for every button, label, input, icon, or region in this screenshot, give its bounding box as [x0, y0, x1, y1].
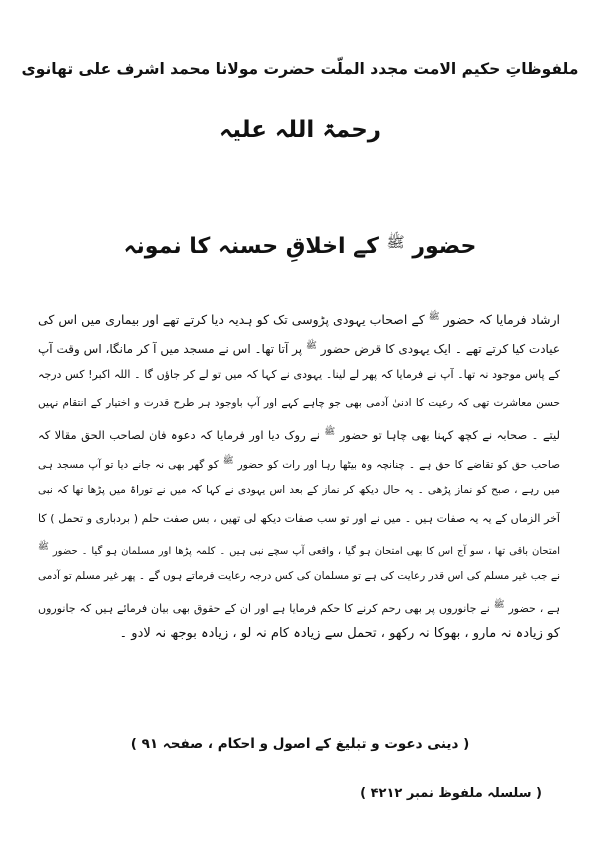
salawat-mark: ﷺ — [386, 233, 405, 251]
salawat-mark: ﷺ — [324, 427, 336, 438]
paragraph-line — [38, 418, 560, 447]
paragraph-line — [38, 533, 560, 562]
paragraph-line — [38, 562, 560, 591]
line-text: لیتے ۔ صحابہ نے کچھ کہنا بھی چاہا تو حضور — [339, 428, 560, 443]
line-text: کے پاس موجود نہ تھا۔ آپ نے فرمایا کہ پھر لے لینا۔ یہودی نے کہا کہ میں تو لے کر جاؤں گا ۔ اللہ اکبر! کس درجہ — [38, 367, 560, 381]
document-title-line-2: رحمۃ اللہ علیہ — [218, 117, 382, 143]
heading-text-end: کے اخلاقِ حسنہ کا نمونہ — [123, 234, 379, 259]
paragraph-line — [38, 303, 560, 332]
paragraph-line — [38, 447, 560, 476]
paragraph-line — [38, 389, 560, 418]
source-citation: ( دینی دعوت و تبلیغ کے اصول و احکام ، صفحہ ۹۱ ) — [130, 736, 470, 752]
line-text: ارشاد فرمایا کہ حضور — [443, 312, 560, 327]
line-text: ہے ، حضور — [508, 601, 560, 615]
line-text: کو زیادہ نہ مارو ، بھوکا نہ رکھو ، تحمل سے زیادہ کام نہ لو ، زیادہ بوجھ نہ لادو ۔ — [119, 625, 560, 641]
line-text: امتحان باقی تھا ، سو آج اس کا بھی امتحان ہو گیا ، واقعی آپ سچے نبی ہیں ۔ کلمہ پڑھا اور مسلمان ہو گیا ۔ حضور — [52, 546, 560, 558]
line-text: عیادت کیا کرتے تھے ۔ ایک یہودی کا قرض حضور — [320, 341, 560, 356]
heading-text-start: حضور — [412, 234, 477, 259]
salawat-mark: ﷺ — [493, 599, 505, 610]
salawat-mark: ﷺ — [222, 455, 234, 466]
line-text: کو گھر بھی نہ جانے دیا تو آپ مسجد ہی — [38, 458, 219, 471]
paragraph-line — [38, 591, 560, 620]
line-text: پر آتا تھا۔ اس نے مسجد میں آ کر مانگا، اس وقت آپ — [38, 341, 303, 356]
line-text: نے روک دیا اور فرمایا کہ دعوہ فان لصاحب الحق مقالا کہ — [38, 428, 320, 443]
line-text: نے جانوروں پر بھی رحم کرنے کا حکم فرمایا ہے اور ان کے حقوق بھی بیان فرمائے ہیں کہ جانوروں — [38, 601, 490, 615]
paragraph-line — [38, 361, 560, 390]
line-text: صاحب حق کو تقاضے کا حق ہے ۔ چنانچہ وہ بیٹھا رہا اور رات کو حضور — [237, 458, 560, 471]
paragraph-line — [38, 476, 560, 505]
series-number: ( سلسلہ ملفوظ نمبر ۴۲۱۲ ) — [360, 786, 542, 801]
salawat-mark: ﷺ — [428, 312, 440, 322]
salawat-mark: ﷺ — [305, 340, 317, 351]
section-heading — [40, 226, 560, 263]
line-text: آخر الزماں کے یہ یہ صفات ہیں ۔ میں نے اور تو سب صفات دیکھ لی تھیں ، بس صفت حلم ( بردباری و تحمل ) کا — [38, 511, 560, 525]
line-text: حسن معاشرت تھی کہ رعیت کا ادنیٰ آدمی بھی جو چاہے کہے اور آپ باوجود ہر طرح قدرت و اختیار کے انتقام نہیں — [38, 397, 560, 410]
document-title-line-1: ملفوظاتِ حکیم الامت مجدد الملّت حضرت مولانا محمد اشرف علی تھانوی — [21, 60, 579, 78]
salawat-mark: ﷺ — [38, 542, 49, 553]
line-text: کے اصحاب یہودی پڑوسی تک کو ہدیہ دیا کرتے تھے اور بیماری میں اس کی — [38, 312, 425, 327]
line-text: میں رہے ، صبح کو نماز پڑھی ۔ یہ حال دیکھ کر نماز کے بعد اس یہودی نے کہا کہ میں نے توراۃ میں پڑھا تھا کہ نبی — [38, 483, 560, 496]
paragraph-line — [38, 505, 560, 534]
paragraph-line — [38, 620, 560, 649]
line-text: نے جب غیر مسلم کی اس قدر رعایت کی ہے تو مسلمان کی کس درجہ رعایت فرماتے ہوں گے ۔ پھر غیر مسلم تو آدمی — [38, 570, 560, 583]
body-paragraph — [38, 303, 560, 649]
paragraph-line — [38, 332, 560, 361]
